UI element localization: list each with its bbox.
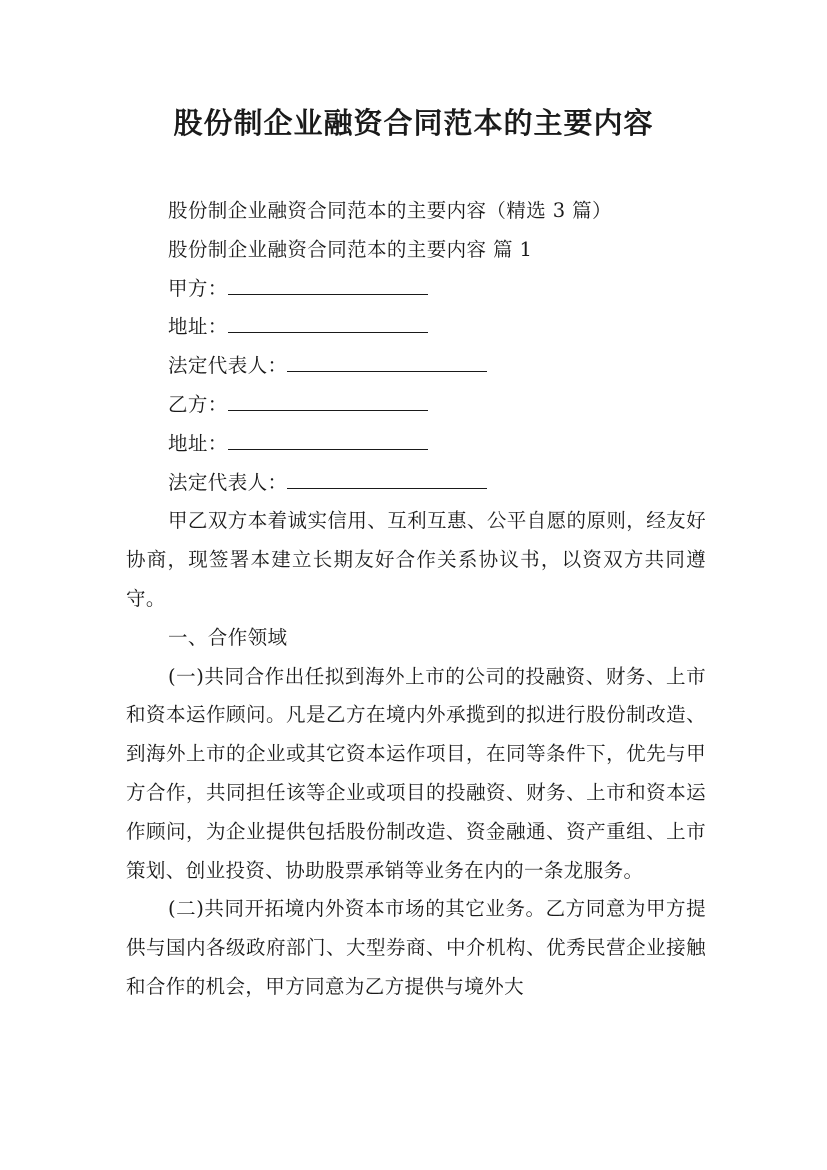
article-heading: 股份制企业融资合同范本的主要内容 篇 1	[168, 237, 533, 261]
document-title: 股份制企业融资合同范本的主要内容	[173, 106, 654, 140]
party-b-label: 乙方：	[168, 392, 228, 416]
document-subtitle: 股份制企业融资合同范本的主要内容（精选 3 篇）	[168, 199, 612, 222]
party-a-representative-label: 法定代表人：	[168, 354, 288, 378]
clause-2-paragraph: (二)共同开拓境内外资本市场的其它业务。乙方同意为甲方提供与国内各级政府部门、大型券商、中介机构、优秀民营企业接触和合作的机会，甲方同意为乙方提供与境外大	[126, 897, 706, 998]
party-a-blank	[228, 274, 428, 295]
party-b-address-field	[126, 425, 706, 464]
party-b-blank	[228, 390, 428, 411]
party-b-address-blank	[228, 429, 428, 450]
clause-1-paragraph: (一)共同合作出任拟到海外上市的公司的投融资、财务、上市和资本运作顾问。凡是乙方在境内外承揽到的拟进行股份制改造、到海外上市的企业或其它资本运作项目，在同等条件下，优先与甲方合作，共同担任该等企业或项目的投融资、财务、上市和资本运作顾问，为企业提供包括股份制改造、资金融通、资产重组、上市策划、创业投资、协助股票承销等业务在内的一条龙服务。	[126, 664, 706, 882]
party-a-label: 甲方：	[168, 276, 228, 300]
party-a-address-field	[126, 308, 706, 347]
party-b-address-label: 地址：	[168, 431, 228, 455]
party-b-representative-blank	[287, 468, 487, 489]
party-a-address-blank	[228, 312, 428, 333]
intro-paragraph: 甲乙双方本着诚实信用、互利互惠、公平自愿的原则，经友好协商，现签署本建立长期友好合作关系协议书，以资双方共同遵守。	[126, 509, 706, 610]
party-a-representative-blank	[287, 351, 487, 372]
party-b-representative-label: 法定代表人：	[168, 470, 288, 494]
party-b-field	[126, 386, 706, 425]
section-1-heading: 一、合作领域	[168, 625, 288, 649]
party-a-address-label: 地址：	[168, 315, 228, 339]
party-a-representative-field	[126, 347, 706, 386]
document-body	[126, 192, 706, 1007]
party-a-field	[126, 270, 706, 309]
party-b-representative-field	[126, 464, 706, 503]
